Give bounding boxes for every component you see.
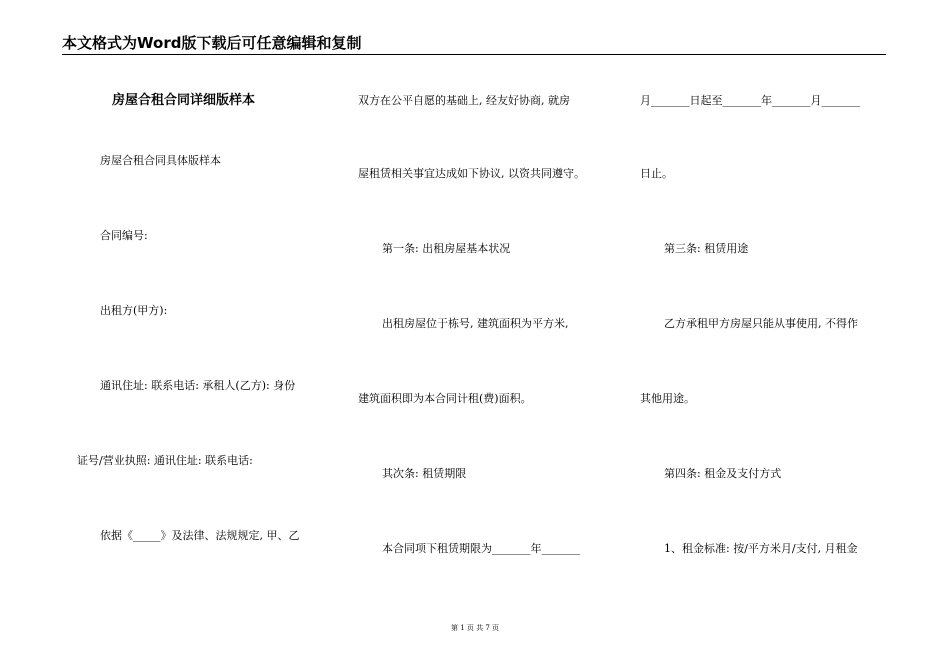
paragraph-line: 合同编号: <box>100 229 148 242</box>
paragraph-line: 本合同项下租赁期限为_______年_______ <box>382 542 580 555</box>
paragraph-line: 其他用途。 <box>640 392 695 405</box>
section-heading: 第四条: 租金及支付方式 <box>664 467 782 480</box>
section-heading: 第三条: 租赁用途 <box>664 242 749 255</box>
paragraph-line: 月_______日起至_______年_______月_______ <box>640 94 860 107</box>
paragraph-line: 证号/营业执照: 通讯住址: 联系电话: <box>77 454 253 467</box>
paragraph-line: 通讯住址: 联系电话: 承租人(乙方): 身份 <box>100 379 296 392</box>
paragraph-line: 乙方承租甲方房屋只能从事使用, 不得作 <box>664 317 858 330</box>
paragraph-line: 出租方(甲方): <box>100 304 168 317</box>
paragraph-line: 依据《_____》及法律、法规规定, 甲、乙 <box>100 529 300 542</box>
page-number: 第 1 页 共 7 页 <box>450 624 500 632</box>
paragraph-line: 建筑面积即为本合同计租(费)面积。 <box>358 392 532 405</box>
document-title: 房屋合租合同详细版样本 <box>112 93 256 108</box>
paragraph-line: 出租房屋位于栋号, 建筑面积为平方米, <box>382 317 569 330</box>
paragraph-line: 屋租赁相关事宜达成如下协议, 以资共同遵守。 <box>358 167 585 180</box>
section-heading: 其次条: 租赁期限 <box>382 467 467 480</box>
header-text: 本文格式为Word版下载后可任意编辑和复制 <box>62 34 362 52</box>
paragraph-line: 日止。 <box>640 167 673 180</box>
paragraph-line: 1、租金标准: 按/平方米月/支付, 月租金 <box>664 542 858 555</box>
paragraph-line: 双方在公平自愿的基础上, 经友好协商, 就房 <box>358 94 570 107</box>
section-heading: 第一条: 出租房屋基本状况 <box>382 242 511 255</box>
paragraph-line: 房屋合租合同具体版样本 <box>100 154 221 167</box>
page-header <box>62 34 886 55</box>
